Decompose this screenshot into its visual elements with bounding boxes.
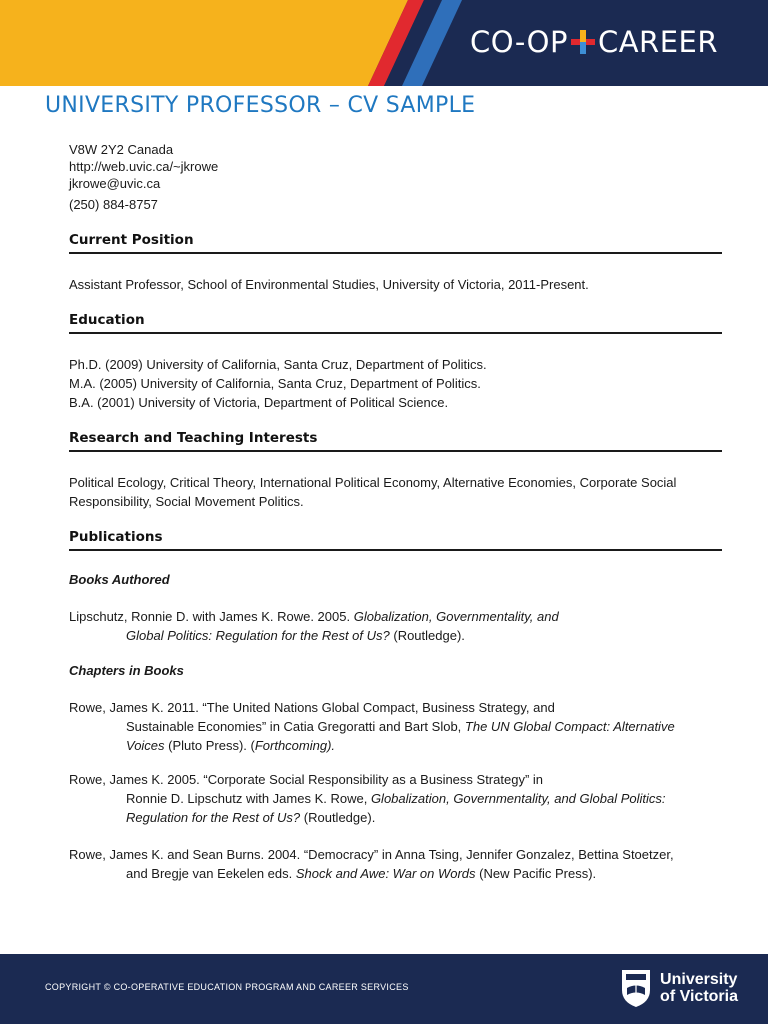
brand-left: CO-OP bbox=[469, 25, 568, 59]
education-item: B.A. (2001) University of Victoria, Department of Political Science. bbox=[69, 395, 449, 410]
section-heading: Current Position bbox=[69, 232, 722, 254]
publication-entry: Rowe, James K. 2005. “Corporate Social Responsibility as a Business Strategy” in Ronnie D. Lipschutz with James K. Rowe, Globalization, Governmentality, and Global Politics: Regulation for the Rest of Us? (Routledge). bbox=[69, 772, 666, 825]
interests-text: Political Ecology, Critical Theory, International Political Economy, Alternative Economies, Corporate Social Responsibility, Social Movement Politics. bbox=[69, 475, 677, 509]
uvic-crest-icon bbox=[620, 968, 652, 1008]
section-heading: Publications bbox=[69, 529, 722, 551]
contact-address: V8W 2Y2 Canada bbox=[69, 142, 174, 157]
contact-email[interactable]: jkrowe@uvic.ca bbox=[69, 176, 161, 191]
header-banner bbox=[0, 0, 768, 86]
education-list bbox=[69, 355, 722, 412]
books-authored-heading: Books Authored bbox=[69, 572, 170, 587]
publication-entry: Rowe, James K. and Sean Burns. 2004. “Democracy” in Anna Tsing, Jennifer Gonzalez, Bettina Stoetzer, and Bregje van Eekelen eds. Shock and Awe: War on Words (New Pacific Press). bbox=[69, 847, 674, 881]
section-heading: Research and Teaching Interests bbox=[69, 430, 722, 452]
section-current-position bbox=[69, 232, 722, 254]
education-item: Ph.D. (2009) University of California, Santa Cruz, Department of Politics. bbox=[69, 357, 487, 372]
publication-entry: Rowe, James K. 2011. “The United Nations Global Compact, Business Strategy, and Sustainable Economies” in Catia Gregoratti and Bart Slob, The UN Global Compact: Alternative Voices (Pluto Press). (Forthcoming). bbox=[69, 700, 675, 753]
contact-phone: (250) 884-8757 bbox=[69, 197, 158, 212]
current-position-text: Assistant Professor, School of Environmental Studies, University of Victoria, 2011-Present. bbox=[69, 277, 589, 292]
chapters-heading: Chapters in Books bbox=[69, 663, 184, 678]
contact-website[interactable]: http://web.uvic.ca/~jkrowe bbox=[69, 159, 219, 174]
co-op-career-logo bbox=[470, 22, 718, 62]
section-publications bbox=[69, 529, 722, 551]
section-interests bbox=[69, 430, 722, 452]
brand-right: CAREER bbox=[597, 25, 718, 59]
uvic-name-line2: of Victoria bbox=[660, 988, 738, 1005]
section-heading: Education bbox=[69, 312, 722, 334]
section-education bbox=[69, 312, 722, 334]
page-title: UNIVERSITY PROFESSOR – CV SAMPLE bbox=[45, 93, 476, 118]
contact-block bbox=[69, 141, 218, 213]
publication-entry: Lipschutz, Ronnie D. with James K. Rowe. 2005. Globalization, Governmentality, and Global Politics: Regulation for the Rest of Us? (Routledge). bbox=[69, 609, 559, 643]
plus-icon bbox=[571, 30, 595, 54]
education-item: M.A. (2005) University of California, Santa Cruz, Department of Politics. bbox=[69, 376, 481, 391]
uvic-logo bbox=[620, 968, 738, 1008]
copyright-text: COPYRIGHT © CO-OPERATIVE EDUCATION PROGRAM AND CAREER SERVICES bbox=[45, 982, 409, 992]
footer bbox=[0, 954, 768, 1024]
uvic-name-line1: University bbox=[660, 971, 738, 988]
